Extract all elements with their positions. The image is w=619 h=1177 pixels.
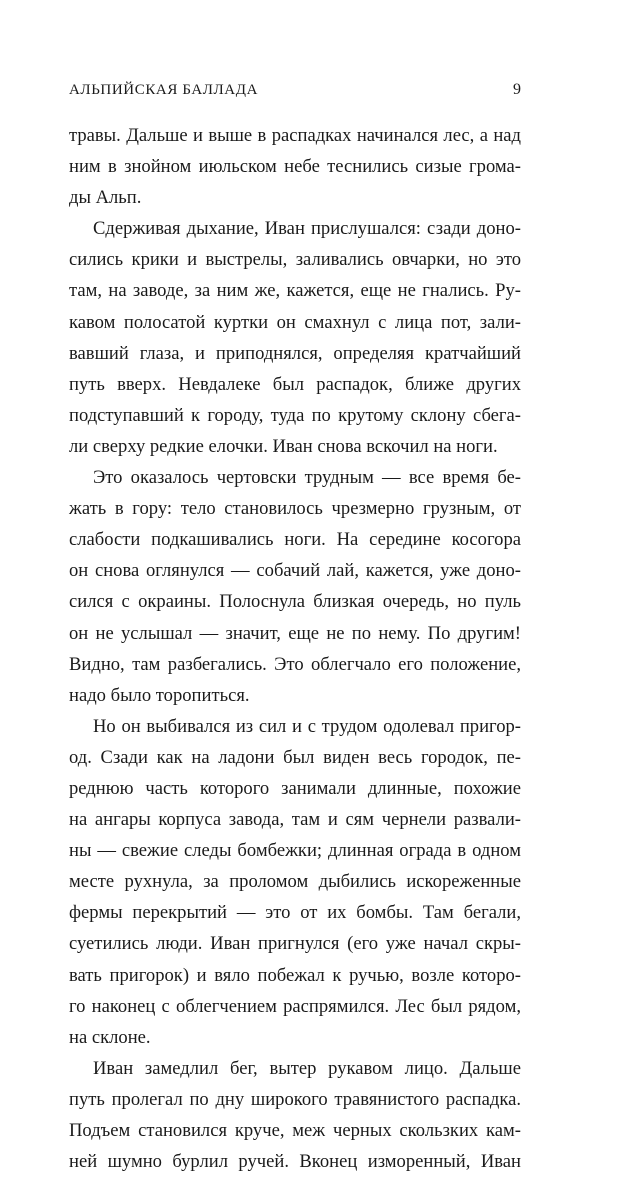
text-line: жать в гору: тело становилось чрезмерно грузным, от [69,498,521,520]
text-line: сился с окраины. Полоснула близкая очередь, но пуль [69,591,521,613]
text-line: ним в знойном июльском небе теснились сизые грома- [69,156,521,178]
text-line: он снова оглянулся — собачий лай, кажется, уже доно- [69,560,521,582]
text-line: надо было торопиться. [69,684,250,706]
text-line: од. Сзади как на ладони был виден весь городок, пе- [69,746,521,768]
text-line: реднюю часть которого занимали длинные, похожие [69,777,521,799]
text-line: сились крики и выстрелы, заливались овчарки, но это [69,249,521,271]
text-line: ны — свежие следы бомбежки; длинная ограда в одном [69,840,521,862]
text-line: вавший глаза, и приподнялся, определяя кратчайший [69,342,521,364]
text-line: слабости подкашивались ноги. На середине косогора [69,529,521,551]
page-number: 9 [513,81,521,98]
text-line: Видно, там разбегались. Это облегчало его положение, [69,653,521,675]
text-line: он не услышал — значит, еще не по нему. По другим! [69,622,521,644]
text-line: го наконец с облегчением распрямился. Лес был рядом, [69,995,521,1017]
text-line: Это оказалось чертовски трудным — все время бе- [93,467,521,489]
text-line: Сдерживая дыхание, Иван прислушался: сзади доно- [93,218,521,240]
text-line: подступавший к городу, туда по крутому склону сбега- [69,404,521,426]
text-line: ней шумно бурлил ручей. Вконец изморенный, Иван [69,1151,521,1173]
text-line: ды Альп. [69,187,142,209]
text-line: путь пролегал по дну широкого травянистого распадка. [69,1088,521,1110]
text-line: Иван замедлил бег, вытер рукавом лицо. Дальше [93,1057,521,1079]
text-line: ли сверху редкие елочки. Иван снова вскочил на ноги. [69,435,498,457]
text-line: травы. Дальше и выше в распадках начинался лес, а над [69,125,521,146]
text-line: на ангары корпуса завода, там и сям чернели развали- [69,809,521,831]
body-text [69,120,521,1177]
running-head [69,78,521,102]
text-line: на склоне. [69,1026,151,1048]
running-title: АЛЬПИЙСКАЯ БАЛЛАДА [69,82,259,98]
text-line: Подъем становился круче, меж черных скользких кам- [69,1120,521,1141]
text-line: там, на заводе, за ним же, кажется, еще не гнались. Ру- [69,280,521,302]
text-line: путь вверх. Невдалеке был распадок, ближе других [69,373,521,395]
text-line: фермы перекрытий — это от их бомбы. Там бегали, [69,902,521,924]
text-line: суетились люди. Иван пригнулся (его уже начал скры- [69,933,521,955]
text-line: кавом полосатой куртки он смахнул с лица пот, зали- [69,311,521,333]
text-line: месте рухнула, за проломом дыбились искореженные [69,871,521,893]
text-line: Но он выбивался из сил и с трудом одолевал пригор- [93,715,521,737]
text-line: вать пригорок) и вяло побежал к ручью, возле которо- [69,964,521,986]
